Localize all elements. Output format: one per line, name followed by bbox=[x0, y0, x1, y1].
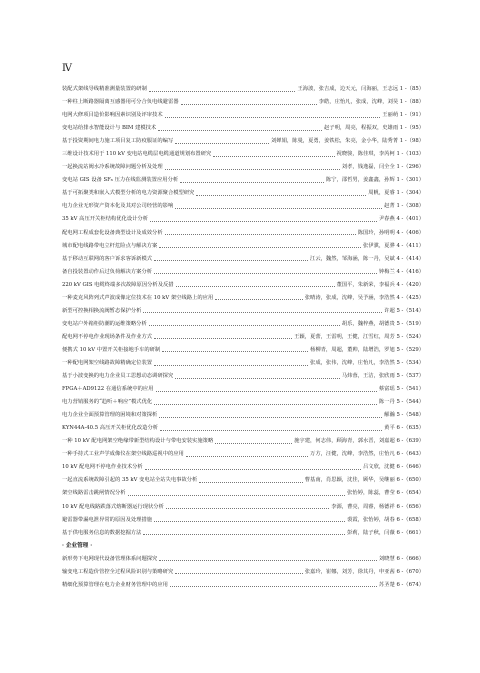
page-number: Ⅳ bbox=[62, 63, 73, 74]
toc-entry bbox=[62, 83, 424, 96]
toc-entry bbox=[62, 135, 424, 148]
toc-entry-authors-page: 苏圣楚 6 -（674） bbox=[378, 581, 424, 588]
toc-entry-title: 新形势下电网现代设备管理体系问题探究 bbox=[62, 555, 158, 562]
toc-entry-title: 一起直流系统故障引起的 35 kV 变电站全站失电事故分析 bbox=[62, 477, 198, 484]
toc-leader-dots bbox=[165, 231, 356, 235]
toc-entry-title: 配电网工程成套化设备典型设计及成效分析 bbox=[62, 229, 163, 236]
toc-entry-authors-page: 刘孝，钱逸磊，闫全全 1 -（296） bbox=[341, 164, 424, 171]
toc-leader-dots bbox=[196, 192, 366, 196]
toc-entry-title: 一种配电网架空线路故障精确定位装置 bbox=[62, 359, 153, 366]
toc-entry-authors-page: 王海波，张吉成，边天元，闫海丽，王志远 1 -（85） bbox=[297, 86, 424, 92]
toc-entry-authors-page: 钟梅兰 4 -（416） bbox=[378, 268, 424, 275]
toc-entry bbox=[62, 487, 424, 500]
toc-entry-authors-page: 彭莉，陆子秋，闫薇 6 -（661） bbox=[347, 529, 424, 536]
toc-entry-title: 一种柱上断路器隔离互感器用可分合负电线避雷器 bbox=[62, 99, 179, 106]
toc-entry bbox=[62, 213, 424, 226]
toc-entry-authors-page: 刘晓慧 6 -（666） bbox=[378, 555, 424, 562]
toc-leader-dots bbox=[166, 505, 329, 509]
toc-entry-authors-page: 尹春燕 4 -（401） bbox=[378, 216, 424, 223]
toc-leader-dots bbox=[215, 296, 302, 300]
toc-entry-title: 城市配电线路带电立杆危险点与解决方案 bbox=[62, 242, 158, 249]
toc-entry-title: 精细化预算管理在电力企业财务管理中的应用 bbox=[62, 581, 168, 588]
toc-leader-dots bbox=[162, 348, 308, 352]
toc-entry bbox=[62, 579, 424, 592]
toc-entry bbox=[62, 318, 424, 331]
toc-entry-title: 架空线路雷击跳闸情况分析 bbox=[62, 490, 126, 497]
toc-entry-authors-page: 吕文欣，沈健 6 -（646） bbox=[362, 464, 424, 471]
toc-entry-title: 一种手持式工业声学成像仪在架空线路巡视中的应用 bbox=[62, 451, 184, 458]
toc-leader-dots bbox=[154, 362, 308, 366]
toc-leader-dots bbox=[145, 466, 361, 470]
toc-entry bbox=[62, 109, 424, 122]
toc-section-heading bbox=[62, 540, 424, 553]
toc-leader-dots bbox=[213, 153, 334, 157]
toc-leader-dots bbox=[128, 492, 346, 496]
toc-entry bbox=[62, 174, 424, 187]
toc-entry-authors-page: 张晴涛，张成，沈峰，吴予涵，李浩然 4 -（425） bbox=[304, 294, 424, 301]
toc-entry-authors-page: 江云，魏然，邹海涵，陈一丹，吴斌 4 -（414） bbox=[310, 255, 424, 262]
toc-leader-dots bbox=[176, 283, 335, 287]
toc-leader-dots bbox=[175, 570, 302, 574]
toc-entry-title: 一起换流站阀水冷系统故障问题分析及处理 bbox=[62, 164, 163, 171]
toc-entry bbox=[62, 331, 424, 344]
toc-entry-title: 220 kV GIS 电缆终端多次故障原因分析及反措 bbox=[62, 281, 174, 288]
toc-entry-authors-page: 陈宁，邵哲男，姜鑫鑫，孙辉 1 -（301） bbox=[325, 177, 424, 184]
toc-leader-dots bbox=[170, 583, 377, 587]
toc-entry bbox=[62, 396, 424, 409]
toc-entry-authors-page: 陈国玲，孙明明 4 -（406） bbox=[357, 229, 424, 236]
toc-entry bbox=[62, 422, 424, 435]
toc-leader-dots bbox=[175, 140, 269, 144]
toc-entry-title: 10 kV 配电网不停电作业技术分析 bbox=[62, 464, 143, 471]
toc-entry-authors-page: 赵子明，周亮，程振双，史雄雨 1 -（95） bbox=[323, 125, 424, 132]
toc-leader-dots bbox=[158, 127, 322, 131]
toc-entry-title: 配电网不停电作业现场条件及作业方式 bbox=[62, 333, 153, 340]
toc-entry-authors-page: 裘霞，张怡婷，胡春 6 -（658） bbox=[347, 516, 424, 523]
toc-entry-title: 输变电工程造价管控全过程风险识别与策略研究 bbox=[62, 568, 174, 575]
toc-entry bbox=[62, 501, 424, 514]
toc-entry-authors-page: 曹基南，肖思颖，沈佳，顾华，吴继丽 6 -（650） bbox=[304, 477, 424, 484]
toc-leader-dots bbox=[149, 88, 296, 92]
toc-entry-authors-page: 王颖，夏蕾，王雷明，王健，江雪红，周芳 5 -（524） bbox=[294, 333, 424, 340]
toc-entry-authors-page: 董国平，朱新荣，李福兵 4 -（420） bbox=[336, 281, 424, 288]
toc-leader-dots bbox=[199, 479, 302, 483]
toc-leader-dots bbox=[156, 388, 377, 392]
toc-leader-dots bbox=[154, 335, 292, 339]
toc-entry-title: 基于移动互联网的客户诉求客诉新模式 bbox=[62, 255, 153, 262]
toc-leader-dots bbox=[215, 440, 292, 444]
toc-entry-authors-page: 张怡婷，陈蕊，曹莹 6 -（654） bbox=[347, 490, 424, 497]
toc-entry-title: 新型可控换相换流阀暂态保护分析 bbox=[62, 307, 142, 314]
toc-entry-title: 一种 10 kV 配电网架空绝缘带新型结构设计与带电安装实施策略 bbox=[62, 438, 214, 445]
toc-entry bbox=[62, 187, 424, 200]
toc-entry-title: 便携式 10 kV 中置开关柜接地手车的研制 bbox=[62, 346, 161, 353]
toc-entry bbox=[62, 527, 424, 540]
toc-entry bbox=[62, 344, 424, 357]
toc-entry bbox=[62, 122, 424, 135]
toc-entry bbox=[62, 474, 424, 487]
toc-entry bbox=[62, 448, 424, 461]
toc-leader-dots bbox=[154, 518, 345, 522]
toc-leader-dots bbox=[165, 114, 381, 118]
toc-entry bbox=[62, 148, 424, 161]
toc-entry-title: 避雷器带漏电泄异常的原因及处理措施 bbox=[62, 516, 153, 523]
toc-entry bbox=[62, 435, 424, 448]
toc-entry bbox=[62, 553, 424, 566]
toc-leader-dots bbox=[165, 166, 340, 170]
toc-entry-authors-page: 施宇建，何志伟，顾海青，郭水晋，刘嘉超 6 -（639） bbox=[294, 438, 424, 445]
toc-entry-authors-page: 陈一丹 5 -（544） bbox=[378, 399, 424, 406]
toc-entry-authors-page: 胡乐，魏梓燕，胡德贵 5 -（519） bbox=[341, 320, 424, 327]
toc-entry-authors-page: 蔡富瑶 5 -（541） bbox=[378, 386, 424, 393]
toc-entry-authors-page: 黄平 6 -（635） bbox=[384, 425, 424, 432]
toc-entry-title: 基于小波变换的电力企业员工思想动态调研探究 bbox=[62, 373, 174, 380]
toc-entry-title: 10 kV 配电线路跌落式熔断器运行现状分析 bbox=[62, 503, 164, 510]
toc-entry-authors-page: 张伊骐，夏骅 4 -（411） bbox=[362, 242, 424, 249]
toc-entry-title: FPGA＋AD9122 在通信系统中的应用 bbox=[62, 386, 154, 393]
toc-entry-authors-page: 杨柳青，周超，董帅，陆增浩，罗旭 5 -（529） bbox=[310, 346, 424, 353]
toc-entry-authors-page: 马炜蓉，王洁，张欣雨 5 -（537） bbox=[341, 373, 424, 380]
toc-entry-authors-page: 解瀚 5 -（548） bbox=[384, 412, 424, 419]
table-of-contents bbox=[62, 83, 424, 592]
toc-leader-dots bbox=[150, 218, 377, 222]
toc-entry bbox=[62, 305, 424, 318]
toc-entry bbox=[62, 279, 424, 292]
toc-entry-title: 变电站 GIS 设备 SF₆ 压力在线监测装置应用分析 bbox=[62, 177, 179, 184]
toc-entry-title: · 企业管理 · bbox=[62, 542, 93, 549]
toc-entry-authors-page: 赵菁 1 -（308） bbox=[384, 203, 424, 210]
toc-leader-dots bbox=[186, 453, 308, 457]
toc-entry bbox=[62, 266, 424, 279]
toc-entry-authors-page: 李皓，庄怡凡，张成，沈峰，刘昊 1 -（88） bbox=[318, 99, 424, 106]
toc-entry-title: KYN44A-40.5 高压开关柜优化改造分析 bbox=[62, 425, 159, 432]
toc-entry-authors-page: 万方，汪健，沈峰，李浩然，庄怡凡 6 -（643） bbox=[310, 451, 424, 458]
toc-entry-authors-page: 王丽萌 1 -（91） bbox=[382, 112, 424, 119]
toc-entry-title: 备自投装置动作后过负荷解决方案分析 bbox=[62, 268, 153, 275]
toc-leader-dots bbox=[143, 309, 382, 313]
toc-entry bbox=[62, 514, 424, 527]
toc-leader-dots bbox=[160, 427, 382, 431]
toc-leader-dots bbox=[159, 557, 377, 561]
toc-leader-dots bbox=[175, 375, 340, 379]
toc-entry bbox=[62, 253, 424, 266]
toc-entry-title: 三维设计技术用于 110 kV 变电站电缆层电缆通道规划布置研究 bbox=[62, 151, 212, 158]
toc-entry bbox=[62, 200, 424, 213]
toc-entry-title: 电网大修项目造价影响因素识别及评审技术 bbox=[62, 112, 163, 119]
toc-leader-dots bbox=[154, 401, 377, 405]
toc-entry bbox=[62, 370, 424, 383]
toc-entry bbox=[62, 240, 424, 253]
toc-entry-title: 电力企业无形资产资本化及其对公司经营的影响 bbox=[62, 203, 174, 210]
toc-entry-authors-page: 张成，张伟，沈峰，庄怡凡，李浩然 5 -（534） bbox=[310, 359, 424, 366]
toc-entry-title: 电力企业全面预算管理的困境和对策探析 bbox=[62, 412, 158, 419]
toc-leader-dots bbox=[143, 531, 345, 535]
toc-leader-dots bbox=[154, 257, 308, 261]
toc-entry bbox=[62, 357, 424, 370]
toc-entry-title: 基于投资期间电力施工项目复工防疫服证的编写 bbox=[62, 138, 174, 145]
toc-entry-title: 基于可拓聚类和嵌入式模型分析的电力资源聚合模型研究 bbox=[62, 190, 195, 197]
toc-entry-title: 变电站户外箱柜防潮的运维策略分析 bbox=[62, 320, 147, 327]
toc-entry-authors-page: 周帆，夏睿 1 -（304） bbox=[368, 190, 424, 197]
toc-entry-title: 变电站给排水智能设计与 BIM 建模技术 bbox=[62, 125, 157, 132]
toc-leader-dots bbox=[159, 414, 382, 418]
toc-entry bbox=[62, 292, 424, 305]
toc-entry-authors-page: 许超 5 -（514） bbox=[384, 307, 424, 314]
toc-entry bbox=[62, 96, 424, 109]
toc-entry-authors-page: 刘婵娟，陈曼，夏勇，姜铁松，朱亮，金小华，陆秀菁 1 -（98） bbox=[271, 138, 424, 145]
toc-leader-dots bbox=[181, 101, 317, 105]
toc-entry bbox=[62, 161, 424, 174]
toc-entry-title: 一种麦克风阵列式声波成像定位技术在 10 kV 架空线路上的应用 bbox=[62, 294, 214, 301]
toc-leader-dots bbox=[180, 179, 324, 183]
toc-leader-dots bbox=[175, 205, 382, 209]
toc-entry bbox=[62, 383, 424, 396]
toc-entry-authors-page: 祝晓骏，陈佳琪，李芮柯 1 -（103） bbox=[336, 151, 424, 158]
toc-entry-title: 装配式架线导线精准测量装置的研制 bbox=[62, 86, 147, 92]
toc-entry bbox=[62, 461, 424, 474]
toc-entry-authors-page: 张嘉玲，崔娜，刘芳，徐其丹，申亚茜 6 -（670） bbox=[304, 568, 424, 575]
toc-entry-title: 电力营销服务的“趋听＋响应”模式优化 bbox=[62, 399, 153, 406]
toc-entry bbox=[62, 566, 424, 579]
toc-leader-dots bbox=[154, 270, 377, 274]
toc-entry bbox=[62, 409, 424, 422]
toc-entry-title: 35 kV 高压开关柜结构优化设计分析 bbox=[62, 216, 149, 223]
toc-leader-dots bbox=[149, 322, 340, 326]
toc-entry bbox=[62, 227, 424, 240]
toc-leader-dots bbox=[159, 244, 361, 248]
toc-entry-title: 基于供电服务信息的数据挖掘方法 bbox=[62, 529, 142, 536]
toc-entry-authors-page: 李源，曹亮，周睿，杨德祥 6 -（656） bbox=[331, 503, 424, 510]
